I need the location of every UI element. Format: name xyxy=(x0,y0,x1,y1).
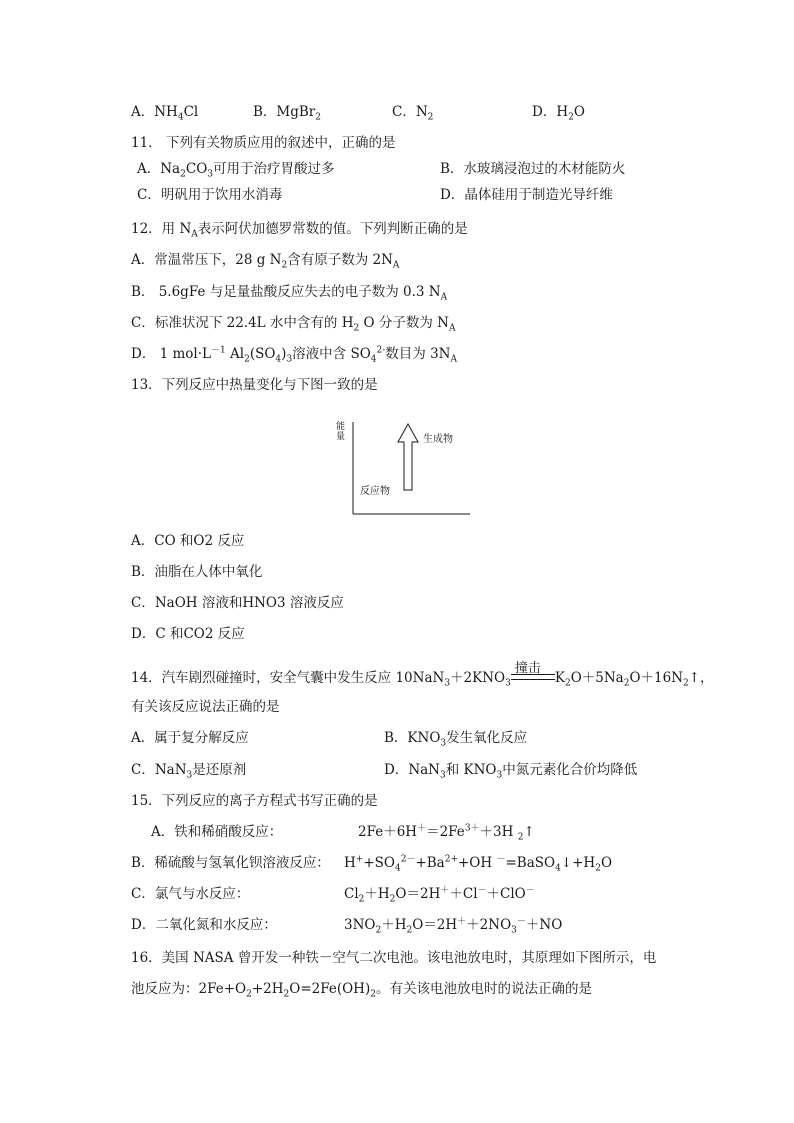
q14-stem: 14．汽车剧烈碰撞时，安全气囊中发生反应 $10NaN_3+2KNO_3$ 撞击 $K_2O+5Na_2O+16N_2↑$， xyxy=(131,661,714,689)
q15-stem: 15．下列反应的离子方程式书写正确的是 xyxy=(131,793,378,809)
q11-option-a: A．$Na_2CO_3$可用于治疗胃酸过多 xyxy=(137,161,335,180)
q12-stem: 12．用 $N_A$表示阿伏加德罗常数的值。下列判断正确的是 xyxy=(131,221,468,240)
reaction-condition-arrow: 撞击 xyxy=(511,662,555,682)
q12-option-c: C．标准状况下 22.4L 水中含有的 $H_2$ O 分子数为 $N_A$ xyxy=(131,315,456,334)
q11-option-d: D．晶体硅用于制造光导纤维 xyxy=(440,187,613,203)
energy-diagram-svg xyxy=(336,420,476,520)
q12-option-b: B． 5.6gFe 与足量盐酸反应失去的电子数为 0.3 $N_A$ xyxy=(131,284,448,303)
q13-option-d: D．C 和CO2 反应 xyxy=(131,626,245,642)
q15-option-b-label: B．稀硫酸与氢氧化钡溶液反应： xyxy=(131,855,330,871)
q15-option-c-label: C．氯气与水反应： xyxy=(131,886,250,902)
q16-stem-line-1: 16．美国 NASA 曾开发一种铁－空气二次电池。该电池放电时，其原理如下图所示，电 xyxy=(131,950,657,966)
q15-option-d-label: D．二氧化氮和水反应： xyxy=(131,917,277,933)
label-reactants: 反应物 xyxy=(360,486,390,497)
q14-stem-2: 有关该反应说法正确的是 xyxy=(131,699,280,715)
q15-option-d-equation: $3NO_2+H_2O=2H^++2NO_3^-+NO$ xyxy=(344,916,563,936)
y-axis-label: 能量 xyxy=(336,422,346,442)
q10-option-d: D．$H_2O$ xyxy=(532,104,585,123)
q11-option-b: B．水玻璃浸泡过的木材能防火 xyxy=(440,161,626,177)
q16-stem-line-2: 池反应为：$2Fe+O_2+2H_2O=2Fe(OH)_2$。有关该电池放电时的说法正确的是 xyxy=(131,981,592,1000)
q13-option-c: C．NaOH 溶液和HNO3 溶液反应 xyxy=(131,595,344,611)
q15-option-b-equation: $H^++SO_4^{2-}+Ba^{2+}+OH$ $^-=BaSO_4↓+H_2O$ xyxy=(344,854,613,874)
q15-option-a-equation: $2Fe+6H^+=2Fe^{3+}+3H$ $_2$↑ xyxy=(358,823,535,843)
q13-option-a: A．CO 和O2 反应 xyxy=(131,533,245,549)
q12-option-d: D． 1 $mol\cdot L^{-1}$ $Al_2(SO_4)_3$溶液中含 $SO_4^{2-}$数目为 $3N_A$ xyxy=(131,345,457,365)
q11-stem: 11． 下列有关物质应用的叙述中，正确的是 xyxy=(131,135,396,151)
up-arrow-icon xyxy=(398,424,418,490)
q10-option-c: C．$N_2$ xyxy=(392,104,434,123)
q14-option-d: D．NaN$_3$和 $KNO_3$中氮元素化合价均降低 xyxy=(384,762,638,781)
energy-diagram xyxy=(336,420,476,520)
q10-option-b: B．MgBr$_2$ xyxy=(253,104,321,123)
q14-option-a: A．属于复分解反应 xyxy=(131,730,249,746)
q12-option-a: A．常温常压下，28 g $N_2$含有原子数为 $2N_A$ xyxy=(131,252,400,271)
q11-option-c: C．明矾用于饮用水消毒 xyxy=(137,187,283,203)
q13-stem: 13．下列反应中热量变化与下图一致的是 xyxy=(131,377,378,393)
q13-option-b: B．油脂在人体中氧化 xyxy=(131,564,263,580)
q15-option-c-equation: $Cl_2+H_2O=2H^++Cl^-+ClO^-$ xyxy=(344,885,535,905)
q15-option-a-label: A．铁和稀硝酸反应： xyxy=(151,824,283,840)
q10-option-a: A．$NH_4Cl$ xyxy=(131,104,199,123)
q14-option-b: B．$KNO_3$发生氧化反应 xyxy=(384,730,528,749)
q14-option-c: C．NaN$_3$是还原剂 xyxy=(131,762,247,781)
label-products: 生成物 xyxy=(423,434,453,445)
